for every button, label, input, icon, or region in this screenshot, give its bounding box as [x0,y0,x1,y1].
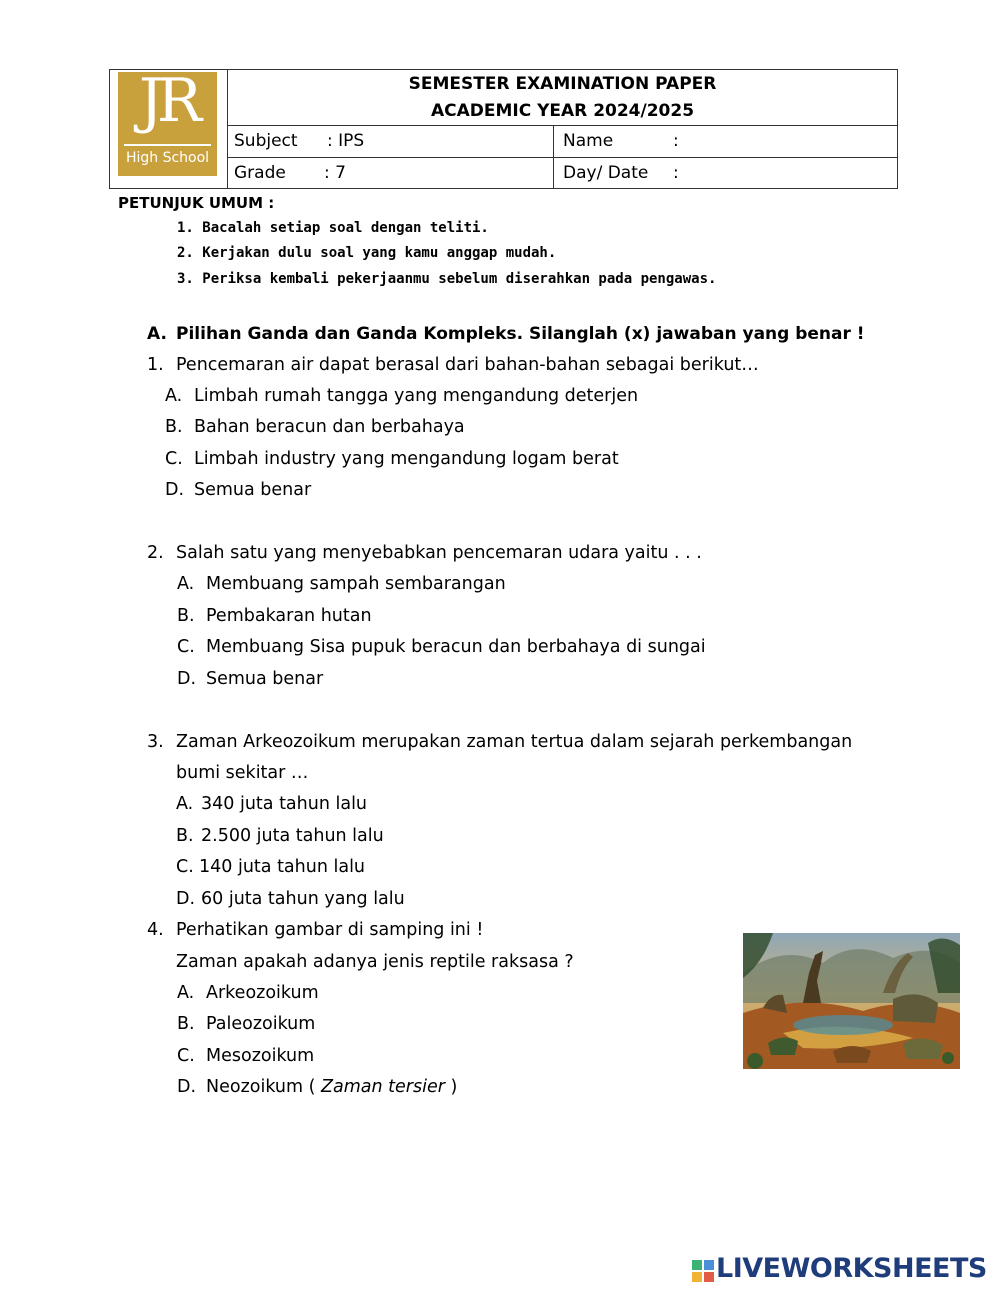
instruction-item: 1. Bacalah setiap soal dengan teliti. [177,220,489,236]
question-number: 4. [147,920,164,940]
option-label: C. [165,449,183,469]
option-text: 140 juta tahun lalu [199,857,366,877]
question-number: 1. [147,355,164,375]
date-label: Day/ Date [563,163,649,183]
option-text: 340 juta tahun lalu [201,794,368,814]
option-label: A. [177,574,195,594]
dinosaur-scene [743,933,960,1069]
option-label: C. [177,1046,195,1066]
option-label: D. [177,669,197,689]
question-text-continued: bumi sekitar … [176,763,309,783]
academic-year: ACADEMIC YEAR 2024/2025 [430,101,695,121]
name-label: Name [563,131,614,151]
question-text: Perhatikan gambar di samping ini ! [176,920,484,940]
option-text: Arkeozoikum [206,983,319,1003]
option-label: B. [165,417,183,437]
exam-title: SEMESTER EXAMINATION PAPER [408,74,717,94]
option-text [206,1077,457,1097]
question-number: 2. [147,543,164,563]
instructions-heading: PETUNJUK UMUM : [118,194,275,212]
option-text-italic: Zaman tersier [321,1077,445,1097]
question-text-continued: Zaman apakah adanya jenis reptile raksasa ? [176,952,574,972]
option-label: C. [176,857,194,877]
logo-cell [110,66,228,188]
liveworksheets-wordmark: LIVEWORKSHEETS [716,1253,987,1284]
option-text-main: Neozoikum ( [206,1077,316,1097]
instruction-item: 2. Kerjakan dulu soal yang kamu anggap mudah. [177,245,557,261]
option-label: A. [177,983,195,1003]
name-field[interactable] [563,131,679,151]
option-text-tail: ) [450,1077,458,1097]
liveworksheets-logo[interactable] [692,1253,987,1284]
option-text: Pembakaran hutan [206,606,372,626]
grade-label: Grade [234,163,286,183]
option-label: A. [165,386,183,406]
grade-field [234,163,346,183]
option-label: C. [177,637,195,657]
dinosaur-illustration [743,933,960,1069]
section-a-title: Pilihan Ganda dan Ganda Kompleks. Silanglah (x) jawaban yang benar ! [176,324,865,344]
question-text: Zaman Arkeozoikum merupakan zaman tertua dalam sejarah perkembangan [176,732,853,752]
option-text: Semua benar [194,480,312,500]
header-column-divider [553,126,554,188]
option-text: Membuang sampah sembarangan [206,574,506,594]
option-text: Limbah industry yang mengandung logam berat [194,449,619,469]
option-label: B. [177,606,195,626]
section-a-marker: A. [147,324,167,344]
option-label: B. [176,826,194,846]
header-divider [227,125,897,126]
instruction-item: 3. Periksa kembali pekerjaanmu sebelum diserahkan pada pengawas. [177,271,717,287]
option-label: D. [165,480,185,500]
option-text: Limbah rumah tangga yang mengandung deterjen [194,386,639,406]
date-field[interactable] [563,163,679,183]
option-text: Semua benar [206,669,324,689]
option-text: 60 juta tahun yang lalu [201,889,405,909]
logo-divider [124,144,211,146]
option-label: B. [177,1014,195,1034]
option-label: A. [176,794,194,814]
date-value: : [673,163,679,183]
logo-text: JR [138,66,197,136]
grade-value: : 7 [324,163,346,183]
subject-label: Subject [234,131,298,151]
logo-subtext: High School [125,150,210,166]
option-text: Bahan beracun dan berbahaya [194,417,465,437]
school-logo [118,66,217,176]
option-label: D. [176,889,196,909]
subject-field [234,131,365,151]
liveworksheets-icon [692,1260,714,1282]
subject-value: : IPS [327,131,365,151]
option-text: 2.500 juta tahun lalu [201,826,384,846]
option-label: D. [177,1077,197,1097]
option-text: Mesozoikum [206,1046,315,1066]
option-text: Membuang Sisa pupuk beracun dan berbahaya di sungai [206,637,706,657]
question-text: Pencemaran air dapat berasal dari bahan-bahan sebagai berikut… [176,355,759,375]
question-text: Salah satu yang menyebabkan pencemaran udara yaitu . . . [176,543,702,563]
name-value: : [673,131,679,151]
option-text: Paleozoikum [206,1014,316,1034]
exam-header [109,66,898,189]
question-number: 3. [147,732,164,752]
header-divider [227,157,897,158]
